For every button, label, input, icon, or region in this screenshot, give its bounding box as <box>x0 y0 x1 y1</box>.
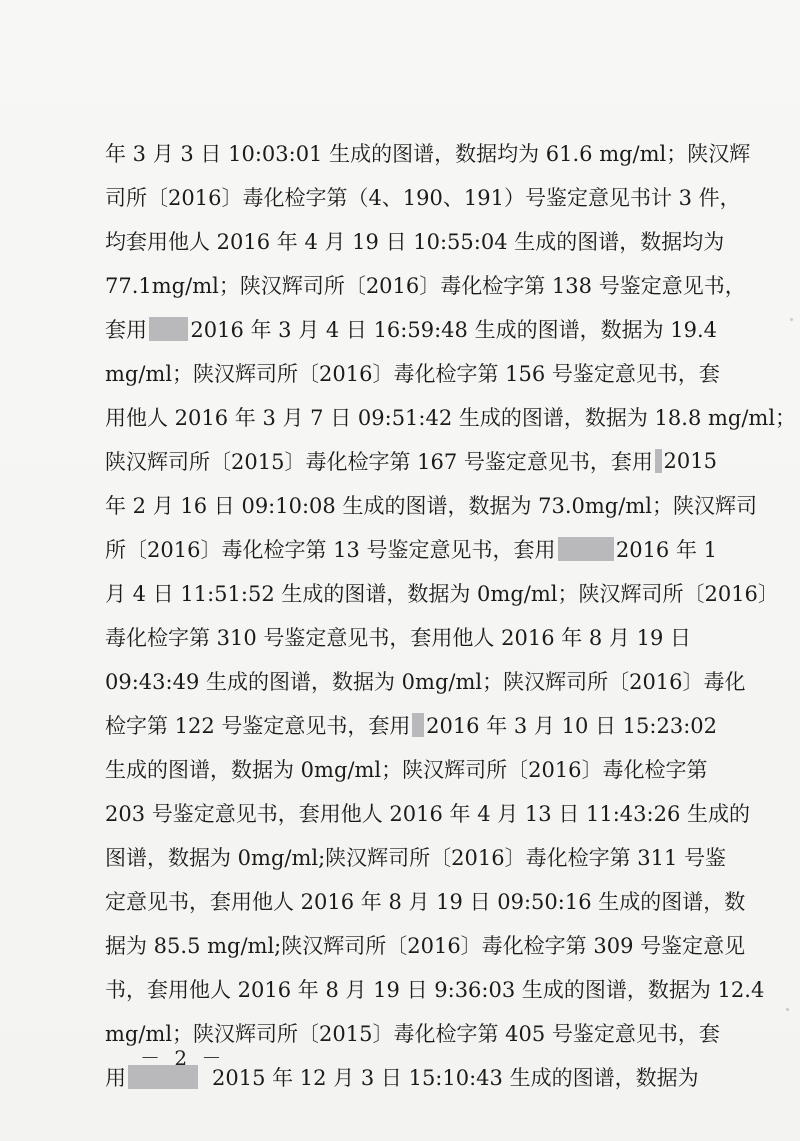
scan-speck <box>790 318 793 321</box>
text-line: 09:43:49 生成的图谱，数据为 0mg/ml；陕汉辉司所〔2016〕毒化 <box>105 670 746 694</box>
text-line: mg/ml；陕汉辉司所〔2015〕毒化检字第 405 号鉴定意见书，套 <box>105 1022 720 1046</box>
scan-speck <box>786 1008 789 1011</box>
text-line: 书，套用他人 2016 年 8 月 19 日 9:36:03 生成的图谱，数据为 12.4 <box>105 978 765 1002</box>
text-line: 月 4 日 11:51:52 生成的图谱，数据为 0mg/ml；陕汉辉司所〔2016〕 <box>105 582 779 606</box>
text-line: 203 号鉴定意见书，套用他人 2016 年 4 月 13 日 11:43:26 生成的 <box>105 802 750 826</box>
text-line: 用他人 2016 年 3 月 7 日 09:51:42 生成的图谱，数据为 18.8 mg/ml； <box>105 406 797 430</box>
text-line: mg/ml；陕汉辉司所〔2016〕毒化检字第 156 号鉴定意见书，套 <box>105 362 720 386</box>
text-line: 定意见书，套用他人 2016 年 8 月 19 日 09:50:16 生成的图谱，数 <box>105 890 746 914</box>
text-line: 所〔2016〕毒化检字第 13 号鉴定意见书，套用 2016 年 1 <box>105 538 717 562</box>
text-line: 77.1mg/ml；陕汉辉司所〔2016〕毒化检字第 138 号鉴定意见书， <box>105 274 746 298</box>
text-line: 陕汉辉司所〔2015〕毒化检字第 167 号鉴定意见书，套用 2015 <box>105 449 717 474</box>
text-line: 年 3 月 3 日 10:03:01 生成的图谱，数据均为 61.6 mg/ml；陕汉辉 <box>105 142 751 166</box>
text-line: 生成的图谱，数据为 0mg/ml；陕汉辉司所〔2016〕毒化检字第 <box>105 758 708 782</box>
text-line: 均套用他人 2016 年 4 月 19 日 10:55:04 生成的图谱，数据均为 <box>105 230 725 254</box>
text-line: 用 2015 年 12 月 3 日 15:10:43 生成的图谱，数据为 <box>105 1066 699 1090</box>
redaction-box <box>655 449 662 473</box>
text-line: 年 2 月 16 日 09:10:08 生成的图谱，数据为 73.0mg/ml；陕汉辉司 <box>105 494 757 518</box>
text-line: 套用 2016 年 3 月 4 日 16:59:48 生成的图谱，数据为 19.4 <box>105 318 717 342</box>
text-line: 司所〔2016〕毒化检字第（4、190、191）号鉴定意见书计 3 件， <box>105 186 741 210</box>
body-text <box>105 131 797 1099</box>
text-line: 毒化检字第 310 号鉴定意见书，套用他人 2016 年 8 月 19 日 <box>105 626 692 650</box>
text-line: 图谱，数据为 0mg/ml;陕汉辉司所〔2016〕毒化检字第 311 号鉴 <box>105 846 727 870</box>
redaction-box <box>558 537 614 561</box>
text-line: 检字第 122 号鉴定意见书，套用 2016 年 3 月 10 日 15:23:02 <box>105 714 717 738</box>
redaction-box <box>412 713 424 737</box>
page-number: － 2 － <box>140 1046 226 1070</box>
text-line: 据为 85.5 mg/ml;陕汉辉司所〔2016〕毒化检字第 309 号鉴定意见 <box>105 934 746 958</box>
redaction-box <box>149 317 188 341</box>
